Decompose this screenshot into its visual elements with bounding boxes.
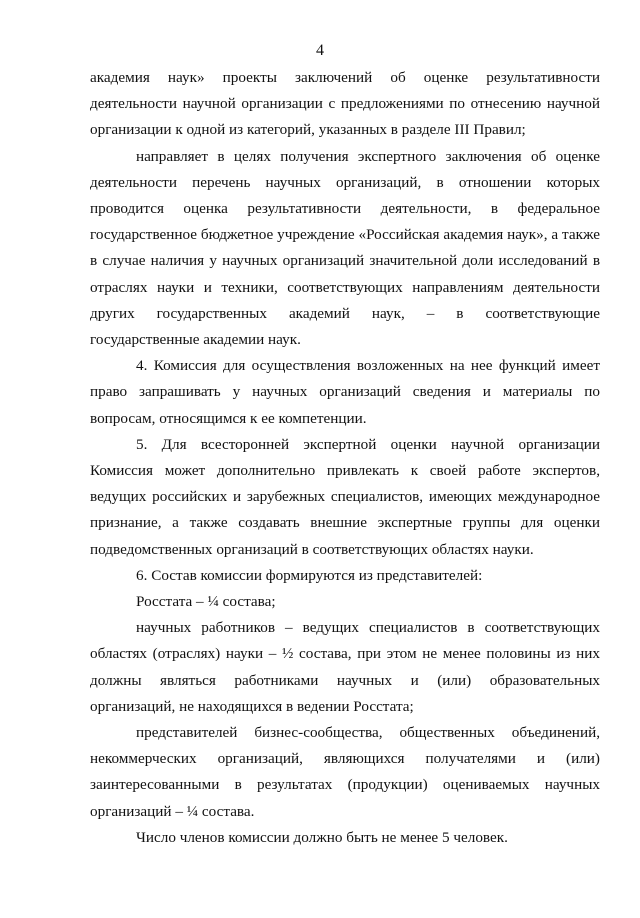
paragraph-6: Росстата – ¼ состава; <box>136 593 276 611</box>
paragraph-4: 5. Для всесторонней экспертной оценки научной организации Комиссия может дополнительно привлекать к своей работе экспертов, ведущих российских и зарубежных специалистов, имеющих международное признание, а также создавать внешние экспертные группы для оценки подведомственных организаций в соответствующих областях науки. <box>90 435 600 558</box>
body-text <box>90 65 600 851</box>
paragraph-9: Число членов комиссии должно быть не менее 5 человек. <box>136 828 508 846</box>
paragraph-7: научных работников – ведущих специалистов в соответствующих областях (отраслях) науки – ½ состава, при этом не менее половины из них должны являться работниками научных и (или) образовательных организаций, не находящихся в ведении Росстата; <box>90 619 600 715</box>
paragraph-2: направляет в целях получения экспертного заключения об оценке деятельности перечень научных организаций, в отношении которых проводится оценка результативности деятельности, в федеральное государственное бюджетное учреждение «Российская академия наук», а также в случае наличия у научных организаций значительной доли исследований в отраслях науки и техники, соответствующих направлениям деятельности других государственных академий наук, – в соответствующие государственные академии наук. <box>90 147 600 349</box>
page-number: 4 <box>316 42 324 59</box>
paragraph-1: академия наук» проекты заключений об оценке результативности деятельности научной организации с предложениями по отнесению научной организации к одной из категорий, указанных в разделе III Правил; <box>90 69 600 139</box>
paragraph-3: 4. Комиссия для осуществления возложенных на нее функций имеет право запрашивать у научных организаций сведения и материалы по вопросам, относящимся к ее компетенции. <box>90 357 600 427</box>
paragraph-5: 6. Состав комиссии формируются из представителей: <box>136 566 483 584</box>
paragraph-8: представителей бизнес-сообщества, общественных объединений, некоммерческих организаций, являющихся получателями и (или) заинтересованными в результатах (продукции) оцениваемых научных организаций – ¼ состава. <box>90 724 600 820</box>
